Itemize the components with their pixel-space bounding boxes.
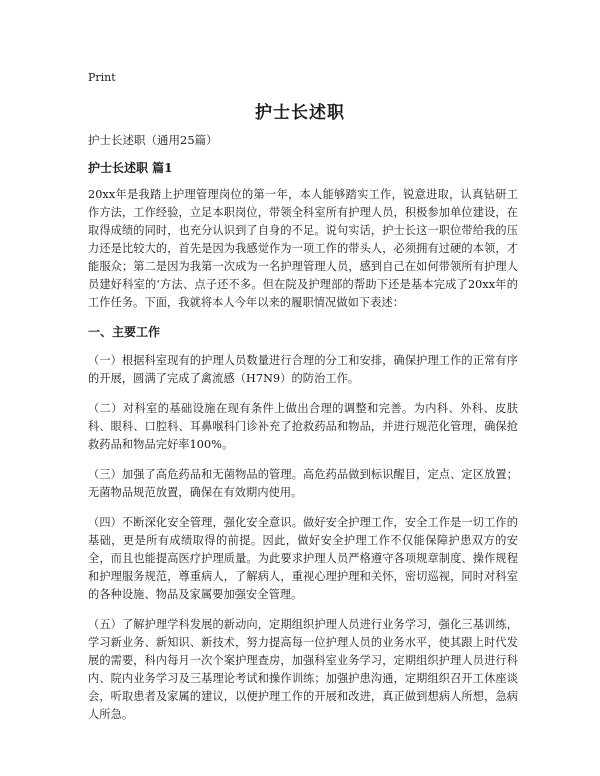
work-item-2: （二）对科室的基础设施在现有条件上做出合理的调整和完善。为内科、外科、皮肤科、眼科、口腔科、耳鼻喉科门诊补充了抢救药品和物品，并进行规范化管理，确保抢救药品和物品完好率100%。 xyxy=(88,402,518,451)
document-subtitle: 护士长述职（通用25篇） xyxy=(88,133,218,147)
work-item-4: （四）不断深化安全管理，强化安全意识。做好安全护理工作，安全工作是一切工作的基础，更是所有成绩取得的前提。因此，做好安全护理工作不仅能保障护患双方的安全，而且也能提高医疗护理质量。为此要求护理人员严格遵守各项规章制度、操作规程和护理服务规范，尊重病人，了解病人，重视心理护理和关怀，密切巡视，同时对科室的各种设施、物品及家属要加强安全管理。 xyxy=(88,516,518,601)
document-body xyxy=(88,132,518,736)
work-item-1: （一）根据科室现有的护理人员数量进行合理的分工和安排，确保护理工作的正常有序的开展，圆满了完成了禽流感（H7N9）的防治工作。 xyxy=(88,354,518,385)
work-item-5: （五）了解护理学科发展的新动向，定期组织护理人员进行业务学习，强化三基训练，学习新业务、新知识、新技术，努力提高每一位护理人员的业务水平，使其跟上时代发展的需要，科内每月一次个案护理查房，加强科室业务学习，定期组织护理人员进行科内、院内业务学习及三基理论考试和操作训练；加强护患沟通，定期组织召开工休座谈会，听取患者及家属的建议，以便护理工作的开展和改进，真正做到想病人所想，急病人所急。 xyxy=(88,618,518,721)
print-label[interactable]: Print xyxy=(88,71,116,84)
heading-main-work: 一、主要工作 xyxy=(88,325,161,339)
work-item-3: （三）加强了高危药品和无菌物品的管理。高危药品做到标识醒目，定点、定区放置；无菌物品规范放置，确保在有效期内使用。 xyxy=(88,468,518,499)
section-title: 护士长述职 篇1 xyxy=(88,161,173,175)
intro-paragraph: 20xx年是我踏上护理管理岗位的第一年，本人能够踏实工作，锐意进取，认真钻研工作方法，工作经验，立足本职岗位，带领全科室所有护理人员，积极参加单位建设，在取得成绩的同时，也充分认识到了自身的不足。说句实话，护士长这一职位带给我的压力还是比较大的，首先是因为我感觉作为一项工作的带头人，必须拥有过硬的本领，才能服众；第二是因为我第一次成为一名护理管理人员，感到自己在如何带领所有护理人员建好科室的‘方法、点子还不多。但在院及护理部的帮助下还是基本完成了20xx年的工作任务。下面，我就将本人今年以来的履职情况做如下表述： xyxy=(88,188,518,309)
page-title: 护士长述职 xyxy=(255,103,345,123)
